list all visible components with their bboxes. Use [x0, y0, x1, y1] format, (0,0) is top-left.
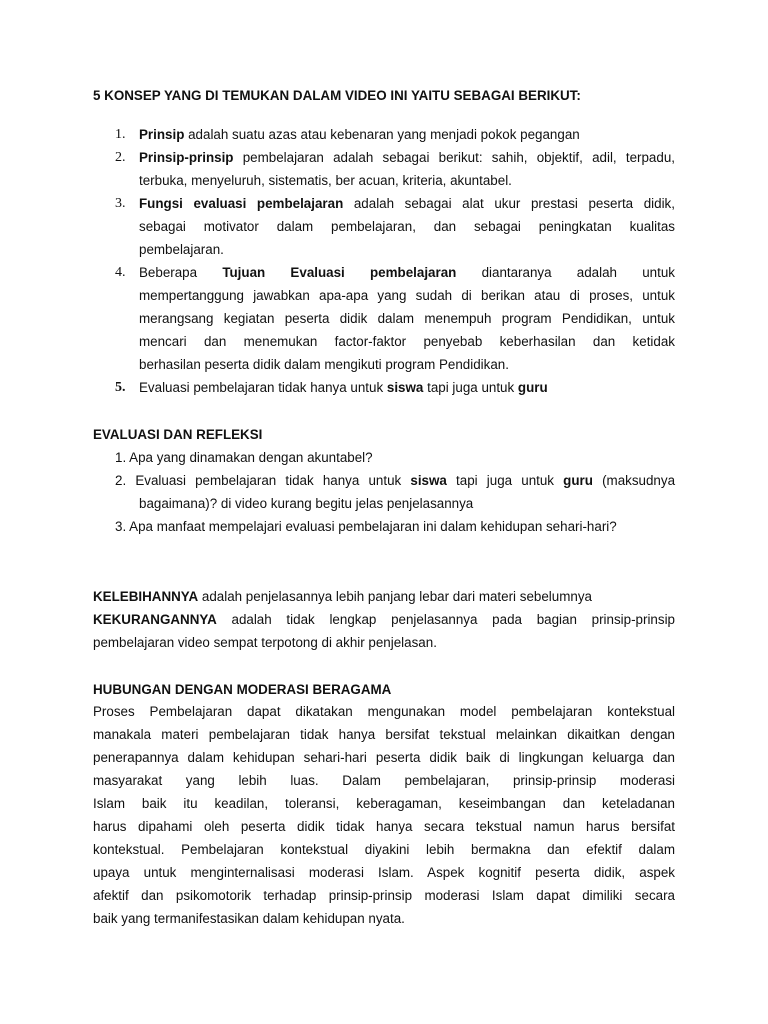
paragraph-line: Islam baik itu keadilan, toleransi, keberagaman, keseimbangan dan keteladanan: [93, 796, 675, 811]
paragraph-line: harus dipahami oleh peserta didik tidak hanya secara tekstual namun harus bersifat: [93, 819, 675, 834]
list-number: 5.: [115, 380, 126, 395]
list-item-continuation: sebagai motivator dalam pembelajaran, dan sebagai peningkatan kualitas: [139, 219, 675, 234]
list-item: Beberapa Tujuan Evaluasi pembelajaran diantaranya adalah untuk: [139, 265, 675, 280]
kelebihan-paragraph: KELEBIHANNYA adalah penjelasannya lebih panjang lebar dari materi sebelumnya: [93, 589, 592, 604]
question-continuation: bagaimana)? di video kurang begitu jelas penjelasannya: [139, 496, 474, 511]
paragraph-line: upaya untuk menginternalisasi moderasi Islam. Aspek kognitif peserta didik, aspek: [93, 865, 675, 880]
list-item: Prinsip-prinsip pembelajaran adalah sebagai berikut: sahih, objektif, adil, terpadu,: [139, 150, 675, 165]
list-item-continuation: mencari dan menemukan factor-faktor penyebab keberhasilan dan ketidak: [139, 334, 675, 349]
list-item: Fungsi evaluasi pembelajaran adalah sebagai alat ukur prestasi peserta didik,: [139, 196, 675, 211]
list-item-continuation: pembelajaran.: [139, 242, 224, 257]
paragraph-line: manakala materi pembelajaran tidak hanya bersifat tekstual melainkan dikaitkan dengan: [93, 727, 675, 742]
kekurangan-continuation: pembelajaran video sempat terpotong di akhir penjelasan.: [93, 635, 437, 650]
list-item: Evaluasi pembelajaran tidak hanya untuk siswa tapi juga untuk guru: [139, 380, 548, 395]
list-number: 4.: [115, 265, 126, 280]
list-number: 2.: [115, 150, 126, 165]
question-item: 3. Apa manfaat mempelajari evaluasi pembelajaran ini dalam kehidupan sehari-hari?: [115, 519, 617, 534]
kekurangan-paragraph: KEKURANGANNYA adalah tidak lengkap penjelasannya pada bagian prinsip-prinsip: [93, 612, 675, 627]
paragraph-line: Proses Pembelajaran dapat dikatakan mengunakan model pembelajaran kontekstual: [93, 704, 675, 719]
list-item: Prinsip adalah suatu azas atau kebenaran yang menjadi pokok pegangan: [139, 127, 580, 142]
evaluasi-title: EVALUASI DAN REFLEKSI: [93, 427, 263, 442]
list-item-continuation: mempertanggung jawabkan apa-apa yang sudah di berikan atau di proses, untuk: [139, 288, 675, 303]
konsep-title: 5 KONSEP YANG DI TEMUKAN DALAM VIDEO INI YAITU SEBAGAI BERIKUT:: [93, 88, 581, 103]
paragraph-line: penerapannya dalam kehidupan sehari-hari peserta didik baik di lingkungan keluarga dan: [93, 750, 675, 765]
question-item: 2. Evaluasi pembelajaran tidak hanya untuk siswa tapi juga untuk guru (maksudnya: [115, 473, 676, 488]
list-item-continuation: terbuka, menyeluruh, sistematis, ber acuan, kriteria, akuntabel.: [139, 173, 512, 188]
list-item-continuation: berhasilan peserta didik dalam mengikuti program Pendidikan.: [139, 357, 509, 372]
paragraph-line: baik yang termanifestasikan dalam kehidupan nyata.: [93, 911, 405, 926]
paragraph-line: masyarakat yang lebih luas. Dalam pembelajaran, prinsip-prinsip moderasi: [93, 773, 675, 788]
hubungan-title: HUBUNGAN DENGAN MODERASI BERAGAMA: [93, 682, 392, 697]
paragraph-line: kontekstual. Pembelajaran kontekstual diyakini lebih bermakna dan efektif dalam: [93, 842, 675, 857]
question-item: 1. Apa yang dinamakan dengan akuntabel?: [115, 450, 373, 465]
list-number: 1.: [115, 127, 126, 142]
list-number: 3.: [115, 196, 126, 211]
paragraph-line: afektif dan psikomotorik terhadap prinsip-prinsip moderasi Islam dapat dimiliki secara: [93, 888, 675, 903]
list-item-continuation: merangsang kegiatan peserta didik dalam menempuh program Pendidikan, untuk: [139, 311, 675, 326]
